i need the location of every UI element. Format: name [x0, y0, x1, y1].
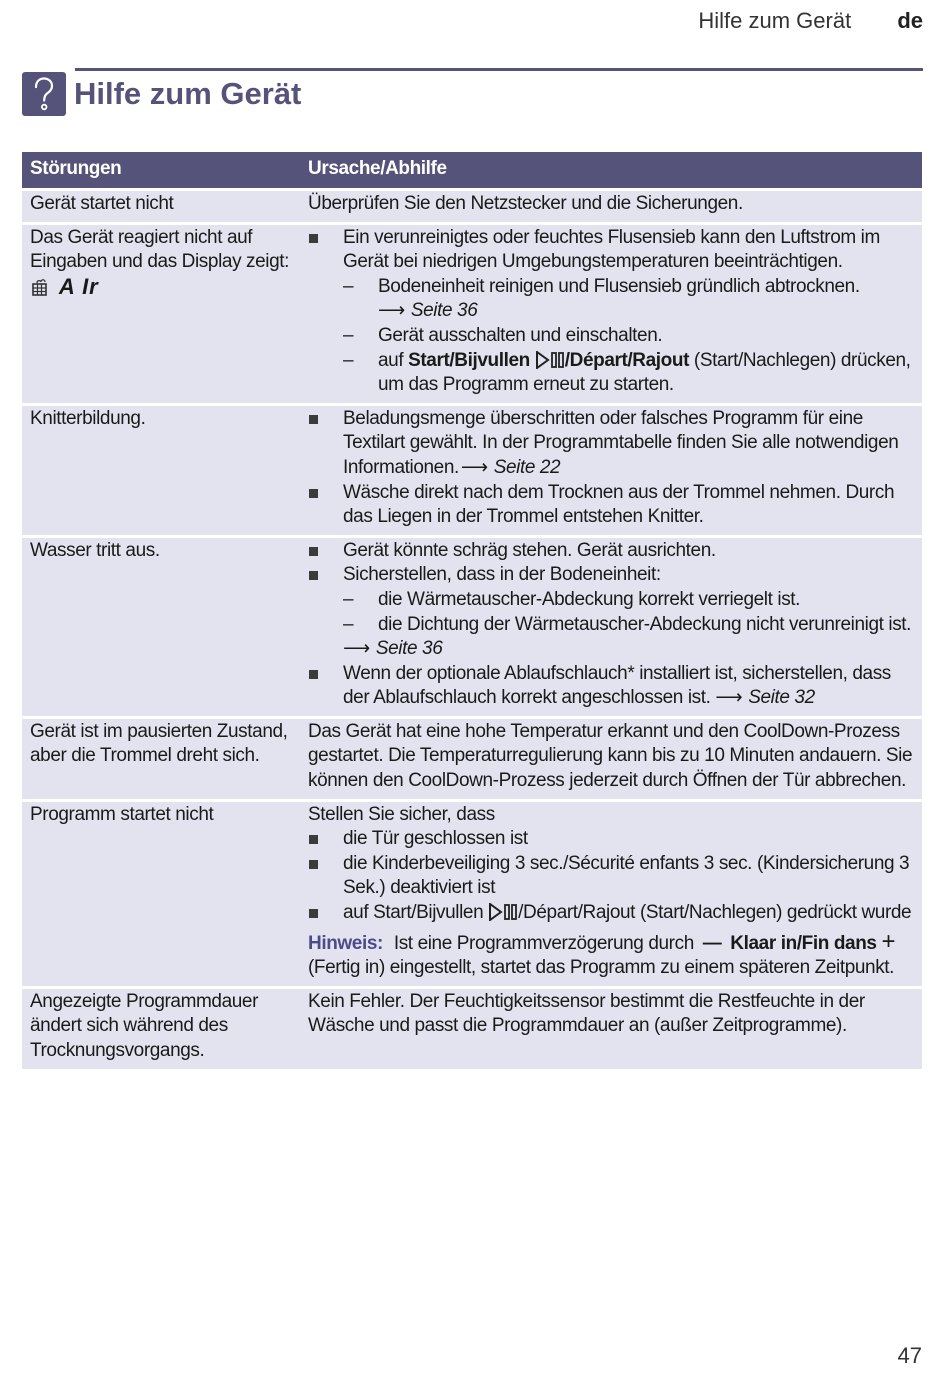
remedy-cell: [300, 536, 922, 717]
fault-text: Das Gerät reagiert nicht auf Eingaben und das Display zeigt:: [30, 226, 290, 273]
arrow-right-icon: ⟶: [378, 300, 405, 322]
help-icon: [22, 72, 66, 116]
start-button-label-fr: /Départ/Rajout: [564, 349, 689, 371]
list-item: [308, 901, 914, 926]
list-item: die Tür geschlossen ist: [308, 827, 914, 852]
list-item-text: /Départ/Rajout (Start/Nachlegen) gedrückt wurde: [518, 902, 912, 924]
running-header: [698, 8, 923, 34]
delay-button-label: Klaar in/Fin dans: [730, 932, 877, 954]
list-item: Ein verunreinigtes oder feuchtes Flusensieb kann den Luftstrom im Gerät bei niedrigen Umgebungstemperaturen beeinträchtigen.: [308, 226, 914, 275]
list-item-text: Beladungsmenge überschritten oder falsches Programm für eine Textilart gewählt. In der Programmtabelle finden Sie alle notwendigen Informationen.: [343, 407, 899, 478]
list-item: [308, 349, 914, 398]
remedy-cell: [300, 223, 922, 404]
table-row: [22, 987, 922, 1070]
list-item: – Bodeneinheit reinigen und Flusensieb gründlich abtrocknen.: [308, 275, 914, 300]
remedy-intro: Stellen Sie sicher, dass: [308, 803, 495, 825]
start-pause-icon: [535, 351, 565, 369]
fault-cell: Gerät startet nicht: [22, 190, 300, 224]
fault-cell: [22, 223, 300, 404]
troubleshooting-table: [22, 152, 922, 1072]
remedy-cell: [300, 404, 922, 536]
display-readout: [30, 275, 294, 302]
page-reference-text: Seite 36: [375, 638, 443, 660]
fault-cell: Programm startet nicht: [22, 800, 300, 987]
table-row: [22, 536, 922, 717]
fault-cell: Angezeigte Programmdauer ändert sich während des Trocknungsvorgangs.: [22, 987, 300, 1070]
note-text: Ist eine Programmverzögerung durch: [393, 932, 694, 954]
arrow-right-icon: ⟶: [460, 456, 488, 478]
start-pause-icon: [488, 903, 518, 921]
start-button-label: Start/Bijvullen: [408, 349, 530, 371]
display-code: A Ir: [58, 273, 99, 299]
list-item: die Kinderbeveiliging 3 sec./Sécurité enfants 3 sec. (Kindersicherung 3 Sek.) deaktiviert ist: [308, 852, 914, 901]
list-item-text: auf Start/Bijvullen: [343, 902, 484, 924]
fault-cell: Wasser tritt aus.: [22, 536, 300, 717]
minus-icon: —: [702, 932, 722, 954]
list-item-text: auf: [378, 349, 404, 371]
list-item: Sicherstellen, dass in der Bodeneinheit:: [308, 563, 914, 588]
arrow-right-icon: ⟶: [715, 687, 743, 709]
language-code: de: [897, 8, 923, 33]
note-text: (Fertig in) eingestellt, startet das Programm zu einem späteren Zeitpunkt.: [308, 957, 895, 979]
page-reference-text: Seite 22: [493, 456, 561, 478]
page-number: 47: [897, 1343, 922, 1368]
page-reference-text: Seite 36: [410, 300, 478, 322]
note: [308, 927, 914, 981]
column-header-faults: Störungen: [22, 152, 300, 190]
table-header-row: [22, 152, 922, 190]
display-symbol-icon: [30, 277, 50, 297]
table-row: [22, 800, 922, 987]
note-label: Hinweis:: [308, 932, 383, 954]
table-row: [22, 717, 922, 800]
page-title: Hilfe zum Gerät: [74, 76, 302, 111]
list-item: [308, 407, 914, 481]
list-item: [308, 662, 914, 711]
table-row: [22, 190, 922, 224]
list-item: – die Wärmetauscher-Abdeckung korrekt verriegelt ist.: [308, 588, 914, 613]
list-item-text: (Start/Nachlegen) drücken, um das Programm erneut zu starten.: [378, 349, 911, 396]
header-rule: [75, 68, 923, 71]
list-item-text: Wenn der optionale Ablaufschlauch* installiert ist, sicherstellen, dass der Ablaufschlauch korrekt angeschlossen ist.: [343, 662, 891, 709]
remedy-cell: [300, 800, 922, 987]
page-reference: [308, 637, 914, 662]
list-item: Gerät könnte schräg stehen. Gerät ausrichten.: [308, 539, 914, 564]
table-row: [22, 404, 922, 536]
plus-icon: +: [881, 927, 896, 955]
list-item: – die Dichtung der Wärmetauscher-Abdeckung nicht verunreinigt ist.: [308, 613, 914, 638]
fault-cell: Gerät ist im pausierten Zustand, aber die Trommel dreht sich.: [22, 717, 300, 800]
column-header-remedy: Ursache/Abhilfe: [300, 152, 922, 190]
list-item: – Gerät ausschalten und einschalten.: [308, 324, 914, 349]
list-item: Wäsche direkt nach dem Trocknen aus der Trommel nehmen. Durch das Liegen in der Trommel entstehen Knitter.: [308, 481, 914, 530]
section-heading: [22, 72, 301, 116]
remedy-cell: Kein Fehler. Der Feuchtigkeitssensor bestimmt die Restfeuchte in der Wäsche und passt die Programmdauer an (außer Zeitprogramme).: [300, 987, 922, 1070]
page-reference: [308, 299, 914, 324]
arrow-right-icon: ⟶: [343, 638, 370, 660]
page-reference-text: Seite 32: [748, 687, 815, 709]
table-row: [22, 223, 922, 404]
remedy-cell: Das Gerät hat eine hohe Temperatur erkannt und den CoolDown-Prozess gestartet. Die Temperaturregulierung kann bis zu 10 Minuten andauern. Sie können den CoolDown-Prozess jederzeit durch Öffnen der Tür abbrechen.: [300, 717, 922, 800]
running-header-title: Hilfe zum Gerät: [698, 8, 852, 33]
remedy-cell: Überprüfen Sie den Netzstecker und die Sicherungen.: [300, 190, 922, 224]
fault-cell: Knitterbildung.: [22, 404, 300, 536]
